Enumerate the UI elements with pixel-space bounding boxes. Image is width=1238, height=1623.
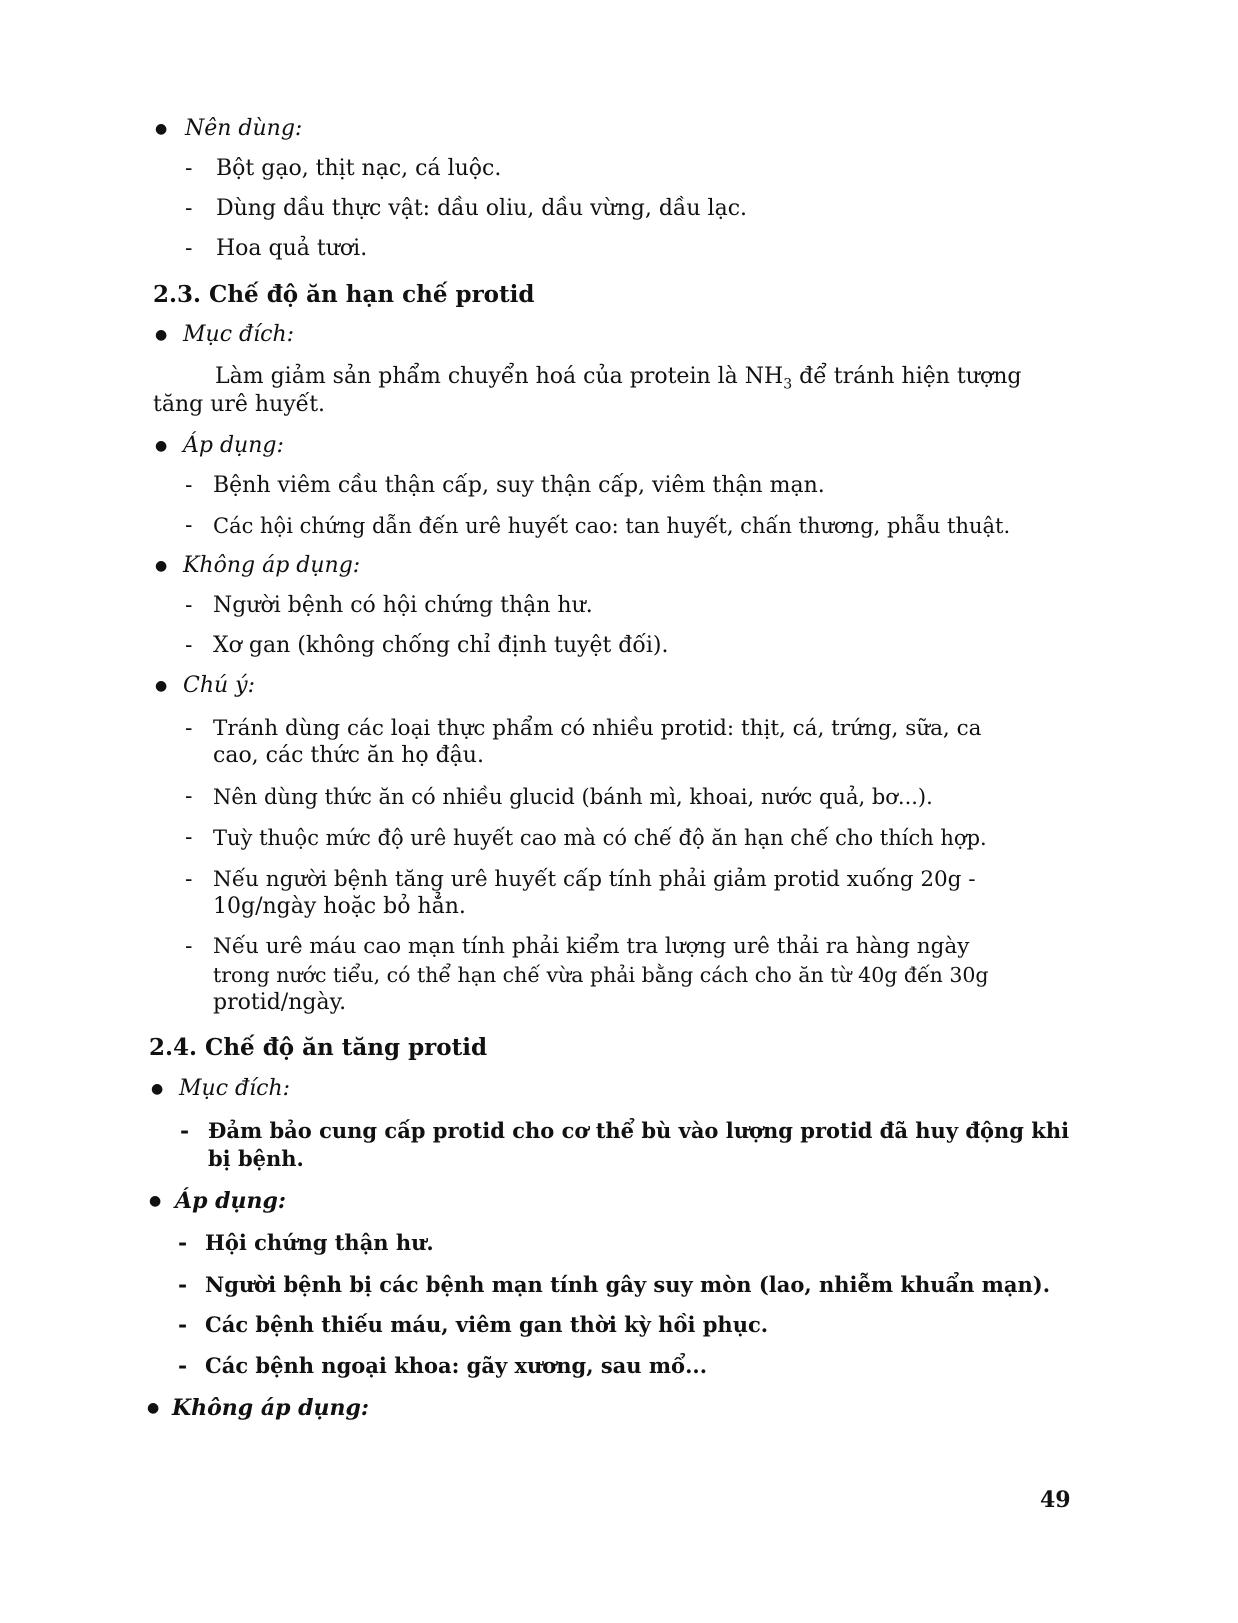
khong-ap-dung-label: Không áp dụng: (172, 1395, 370, 1421)
bullet-icon: ● (149, 1193, 162, 1209)
dash-icon: - (185, 513, 193, 538)
dash-icon: - (185, 716, 193, 741)
muc-dich-label: Mục đích: (179, 1076, 291, 1101)
bullet-icon: ● (155, 678, 168, 694)
list-item: Các hội chứng dẫn đến urê huyết cao: tan huyết, chấn thương, phẫu thuật. (213, 514, 1011, 538)
dash-icon: - (185, 593, 193, 618)
bullet-icon: ● (147, 1400, 160, 1416)
ap-dung-label: Áp dụng: (175, 1188, 286, 1214)
list-item: Tuỳ thuộc mức độ urê huyết cao mà có chế độ ăn hạn chế cho thích hợp. (213, 826, 987, 850)
dash-icon: - (185, 633, 193, 658)
list-item: Xơ gan (không chống chỉ định tuyệt đối). (213, 633, 669, 658)
dash-icon: - (185, 236, 193, 261)
text-run: Làm giảm sản phẩm chuyển hoá của protein là NH (215, 364, 784, 389)
list-item: Đảm bảo cung cấp protid cho cơ thể bù vào lượng protid đã huy động khi (208, 1118, 1070, 1143)
dash-icon: - (185, 867, 193, 892)
nen-dung-label: Nên dùng: (185, 116, 303, 141)
dash-icon: - (178, 1353, 188, 1379)
list-item-continuation: 10g/ngày hoặc bỏ hẳn. (213, 894, 466, 919)
bullet-icon: ● (155, 438, 168, 454)
list-item: Dùng dầu thực vật: dầu oliu, dầu vừng, dầu lạc. (216, 196, 748, 221)
dash-icon: - (185, 934, 193, 959)
list-item: Các bệnh thiếu máu, viêm gan thời kỳ hồi phục. (205, 1312, 769, 1337)
bullet-icon: ● (155, 558, 168, 574)
section-heading-2-4: 2.4. Chế độ ăn tăng protid (149, 1034, 488, 1061)
list-item: Hội chứng thận hư. (205, 1230, 434, 1255)
bullet-icon: ● (151, 1081, 164, 1097)
list-item: Bột gạo, thịt nạc, cá luộc. (216, 156, 502, 181)
list-item: Nếu urê máu cao mạn tính phải kiểm tra lượng urê thải ra hàng ngày (213, 934, 970, 959)
dash-icon: - (178, 1272, 188, 1298)
dash-icon: - (185, 196, 193, 221)
list-item-continuation: cao, các thức ăn họ đậu. (213, 743, 484, 768)
section-heading-2-3: 2.3. Chế độ ăn hạn chế protid (153, 281, 535, 308)
dash-icon: - (185, 784, 193, 809)
paragraph-line (215, 363, 1021, 398)
dash-icon: - (185, 825, 193, 850)
list-item-continuation: trong nước tiểu, có thể hạn chế vừa phải bằng cách cho ăn từ 40g đến 30g (213, 963, 989, 987)
list-item: Tránh dùng các loại thực phẩm có nhiều protid: thịt, cá, trứng, sữa, ca (213, 716, 982, 741)
bullet-icon: ● (155, 121, 168, 137)
list-item-continuation: protid/ngày. (213, 990, 347, 1015)
dash-icon: - (185, 473, 193, 498)
dash-icon: - (178, 1230, 188, 1256)
list-item: Người bệnh có hội chứng thận hư. (213, 593, 593, 618)
dash-icon: - (178, 1312, 188, 1338)
subscript: 3 (783, 376, 793, 393)
chu-y-label: Chú ý: (183, 673, 256, 698)
ap-dung-label: Áp dụng: (183, 433, 284, 458)
list-item: Nếu người bệnh tăng urê huyết cấp tính phải giảm protid xuống 20g - (213, 867, 976, 892)
paragraph-line: tăng urê huyết. (153, 392, 326, 417)
muc-dich-label: Mục đích: (183, 322, 295, 347)
list-item: Người bệnh bị các bệnh mạn tính gây suy mòn (lao, nhiễm khuẩn mạn). (205, 1272, 1051, 1297)
list-item-continuation: bị bệnh. (208, 1146, 304, 1171)
list-item: Các bệnh ngoại khoa: gãy xương, sau mổ... (205, 1353, 708, 1378)
khong-ap-dung-label: Không áp dụng: (183, 553, 361, 578)
list-item: Hoa quả tươi. (216, 236, 368, 261)
dash-icon: - (180, 1118, 190, 1144)
bullet-icon: ● (155, 327, 168, 343)
list-item: Bệnh viêm cầu thận cấp, suy thận cấp, viêm thận mạn. (213, 473, 825, 498)
list-item: Nên dùng thức ăn có nhiều glucid (bánh mì, khoai, nước quả, bơ...). (213, 785, 933, 809)
dash-icon: - (185, 156, 193, 181)
text-run: để tránh hiện tượng (792, 364, 1022, 389)
page-number: 49 (1040, 1487, 1071, 1513)
